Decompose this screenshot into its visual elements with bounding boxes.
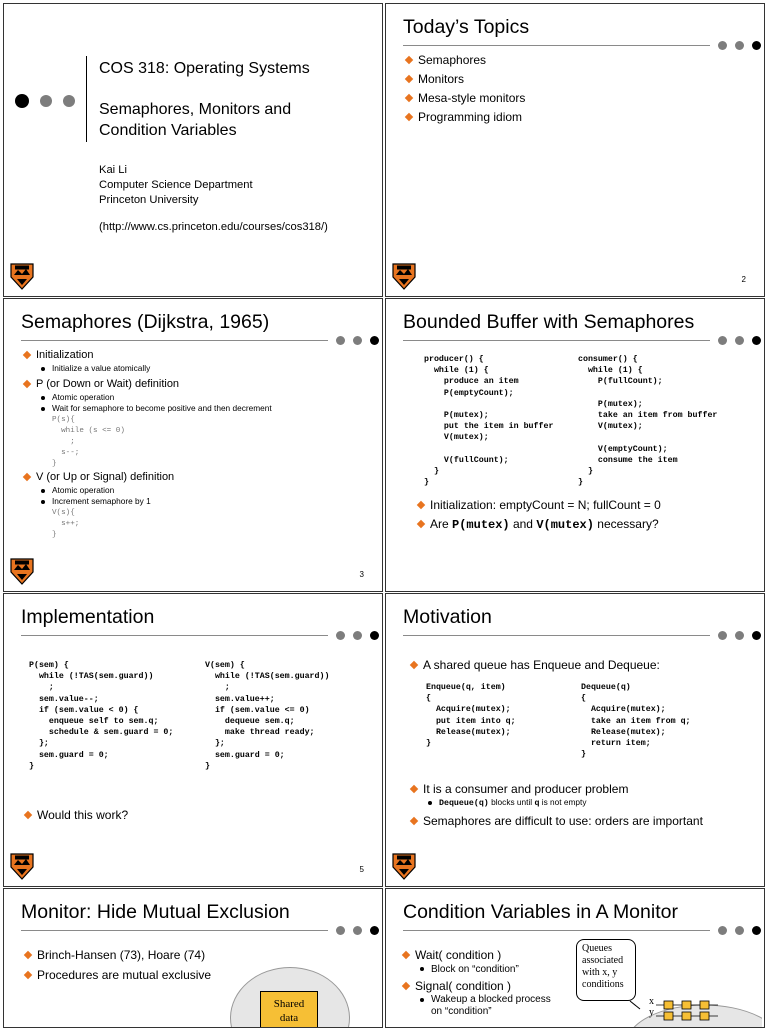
course-title: COS 318: Operating Systems bbox=[99, 60, 310, 77]
list-item: Initialization: emptyCount = N; fullCount = 0 bbox=[416, 498, 661, 513]
code-inline: Dequeue(q) bbox=[439, 799, 489, 808]
enqueue-code: Enqueue(q, item) { Acquire(mutex); put item into q; Release(mutex); } bbox=[426, 683, 516, 749]
dot bbox=[735, 631, 744, 640]
dot bbox=[752, 631, 761, 640]
list-item: Semaphores bbox=[404, 53, 525, 68]
dot bbox=[336, 926, 345, 935]
code-inline: q bbox=[534, 799, 540, 808]
title-divider bbox=[86, 56, 87, 142]
text: and bbox=[509, 517, 537, 531]
shared-data-box bbox=[260, 991, 318, 1028]
author-name: Kai Li bbox=[99, 164, 127, 176]
sub-item: Block on “condition” bbox=[401, 963, 551, 976]
dot bbox=[735, 41, 744, 50]
list-item: Would this work? bbox=[23, 808, 128, 823]
dot bbox=[752, 41, 761, 50]
list-item: P (or Down or Wait) definition bbox=[22, 377, 378, 392]
slide-heading: Motivation bbox=[403, 606, 492, 628]
slide-condition-variables bbox=[385, 888, 765, 1028]
slide-dots bbox=[336, 631, 379, 640]
producer-code: producer() { while (1) { produce an item P(emptyCount); P(mutex); put the item in buffer V(mutex); V(fullCount); } } bbox=[424, 355, 554, 488]
slide-heading: Bounded Buffer with Semaphores bbox=[403, 311, 695, 333]
princeton-shield-icon bbox=[9, 557, 35, 585]
condition-bullets bbox=[401, 948, 551, 1018]
semaphore-bullets bbox=[22, 348, 378, 541]
topic-line-1: Semaphores, Monitors and bbox=[99, 101, 292, 118]
sub-item: Initialize a value atomically bbox=[22, 363, 378, 375]
dot bbox=[752, 926, 761, 935]
list-item: It is a consumer and producer problem bbox=[409, 782, 760, 797]
sub-item: Wait for semaphore to become positive and then decrement bbox=[22, 403, 378, 415]
course-url: (http://www.cs.princeton.edu/courses/cos318/) bbox=[99, 221, 328, 233]
shared-data-label: data bbox=[279, 1012, 299, 1024]
dot-gray bbox=[63, 95, 75, 107]
topic-line-2: Condition Variables bbox=[99, 122, 237, 139]
title-rule bbox=[21, 340, 328, 341]
title-rule bbox=[21, 635, 328, 636]
sub-item: Increment semaphore by 1 bbox=[22, 496, 378, 508]
dot bbox=[336, 631, 345, 640]
dot bbox=[735, 926, 744, 935]
dot bbox=[336, 336, 345, 345]
dot bbox=[752, 336, 761, 345]
queues-callout: Queues associated with x, y conditions bbox=[576, 939, 636, 1001]
dot bbox=[353, 631, 362, 640]
page-number: 5 bbox=[359, 865, 364, 874]
dot bbox=[370, 631, 379, 640]
slide-title bbox=[3, 3, 383, 297]
text: blocks until bbox=[488, 797, 535, 807]
slide-implementation bbox=[3, 593, 383, 887]
title-rule bbox=[403, 635, 710, 636]
motivation-bullet-top bbox=[409, 658, 660, 673]
slide-heading: Implementation bbox=[21, 606, 155, 628]
page-number: 3 bbox=[359, 570, 364, 579]
list-item: Semaphores are difficult to use: orders are important bbox=[409, 814, 760, 829]
author-block bbox=[99, 163, 253, 208]
code-inline: P(mutex) bbox=[452, 518, 510, 532]
slide-dots bbox=[718, 631, 761, 640]
list-item: A shared queue has Enqueue and Dequeue: bbox=[409, 658, 660, 673]
author-university: Princeton University bbox=[99, 194, 199, 206]
title-rule bbox=[403, 930, 710, 931]
dot bbox=[370, 926, 379, 935]
slide-heading: Today’s Topics bbox=[403, 16, 530, 38]
slide-heading: Monitor: Hide Mutual Exclusion bbox=[21, 901, 290, 923]
shared-data-label: Shared bbox=[273, 998, 305, 1010]
sub-item bbox=[409, 797, 760, 810]
list-item: Wait( condition ) bbox=[401, 948, 551, 963]
list-item bbox=[416, 517, 661, 533]
condition-queue-diagram bbox=[622, 997, 762, 1028]
text: is not empty bbox=[539, 797, 587, 807]
list-item: Initialization bbox=[22, 348, 378, 363]
page-number: 2 bbox=[741, 275, 746, 284]
sub-item-continued: on “condition” bbox=[431, 1006, 492, 1017]
monitor-bullets bbox=[23, 948, 211, 983]
slide-heading: Semaphores (Dijkstra, 1965) bbox=[21, 311, 270, 333]
dot bbox=[718, 336, 727, 345]
dot bbox=[718, 41, 727, 50]
slide-dots bbox=[336, 336, 379, 345]
title-rule bbox=[403, 45, 710, 46]
author-department: Computer Science Department bbox=[99, 179, 253, 191]
slide-dots bbox=[718, 41, 761, 50]
sub-item: Wakeup a blocked process bbox=[401, 994, 551, 1006]
p-implementation-code: P(sem) { while (!TAS(sem.guard)) ; sem.value--; if (sem.value < 0) { enqueue self to sem.q; schedule & sem.guard = 0; }; sem.guard = 0; } bbox=[29, 661, 174, 771]
text: Are bbox=[430, 517, 453, 531]
list-item: Monitors bbox=[404, 72, 525, 87]
motivation-bullets bbox=[409, 782, 760, 829]
list-item: V (or Up or Signal) definition bbox=[22, 470, 378, 485]
consumer-code: consumer() { while (1) { P(fullCount); P(mutex); take an item from buffer V(mutex); V(emptyCount); consume the item } } bbox=[578, 355, 718, 488]
p-definition-code: P(s){ while (s <= 0) ; s--; } bbox=[52, 415, 125, 468]
dot-gray bbox=[40, 95, 52, 107]
queue-label-x: x bbox=[649, 996, 654, 1007]
list-item: Brinch-Hansen (73), Hoare (74) bbox=[23, 948, 211, 963]
slide-heading: Condition Variables in A Monitor bbox=[403, 901, 678, 923]
sub-item: Atomic operation bbox=[22, 485, 378, 497]
slide-monitor bbox=[3, 888, 383, 1028]
princeton-shield-icon bbox=[391, 852, 417, 880]
title-rule bbox=[403, 340, 710, 341]
implementation-bullets bbox=[23, 808, 128, 823]
princeton-shield-icon bbox=[9, 262, 35, 290]
v-definition-code: V(s){ s++; } bbox=[52, 508, 80, 539]
dot bbox=[353, 336, 362, 345]
buffer-bullets bbox=[416, 498, 661, 533]
list-item: Procedures are mutual exclusive bbox=[23, 968, 211, 983]
queue-label-y: y bbox=[649, 1007, 654, 1018]
dot bbox=[353, 926, 362, 935]
dot bbox=[718, 631, 727, 640]
v-implementation-code: V(sem) { while (!TAS(sem.guard)) ; sem.value++; if (sem.value <= 0) dequeue sem.q; make thread ready; }; sem.guard = 0; } bbox=[205, 661, 330, 771]
slide-semaphores bbox=[3, 298, 383, 592]
list-item: Programming idiom bbox=[404, 110, 525, 125]
dot bbox=[370, 336, 379, 345]
sub-item: Atomic operation bbox=[22, 392, 378, 404]
slide-bounded-buffer bbox=[385, 298, 765, 592]
princeton-shield-icon bbox=[391, 262, 417, 290]
title-rule bbox=[21, 930, 328, 931]
topics-list bbox=[404, 53, 525, 125]
list-item: Signal( condition ) bbox=[401, 979, 551, 994]
slide-dots bbox=[718, 926, 761, 935]
dot bbox=[735, 336, 744, 345]
slide-dots bbox=[718, 336, 761, 345]
text: necessary? bbox=[593, 517, 659, 531]
slide-todays-topics bbox=[385, 3, 765, 297]
slide-dots bbox=[336, 926, 379, 935]
princeton-shield-icon bbox=[9, 852, 35, 880]
dot-black bbox=[15, 94, 29, 108]
dequeue-code: Dequeue(q) { Acquire(mutex); take an item from q; Release(mutex); return item; } bbox=[581, 683, 691, 760]
dot bbox=[718, 926, 727, 935]
list-item: Mesa-style monitors bbox=[404, 91, 525, 106]
slide-motivation bbox=[385, 593, 765, 887]
code-inline: V(mutex) bbox=[536, 518, 594, 532]
